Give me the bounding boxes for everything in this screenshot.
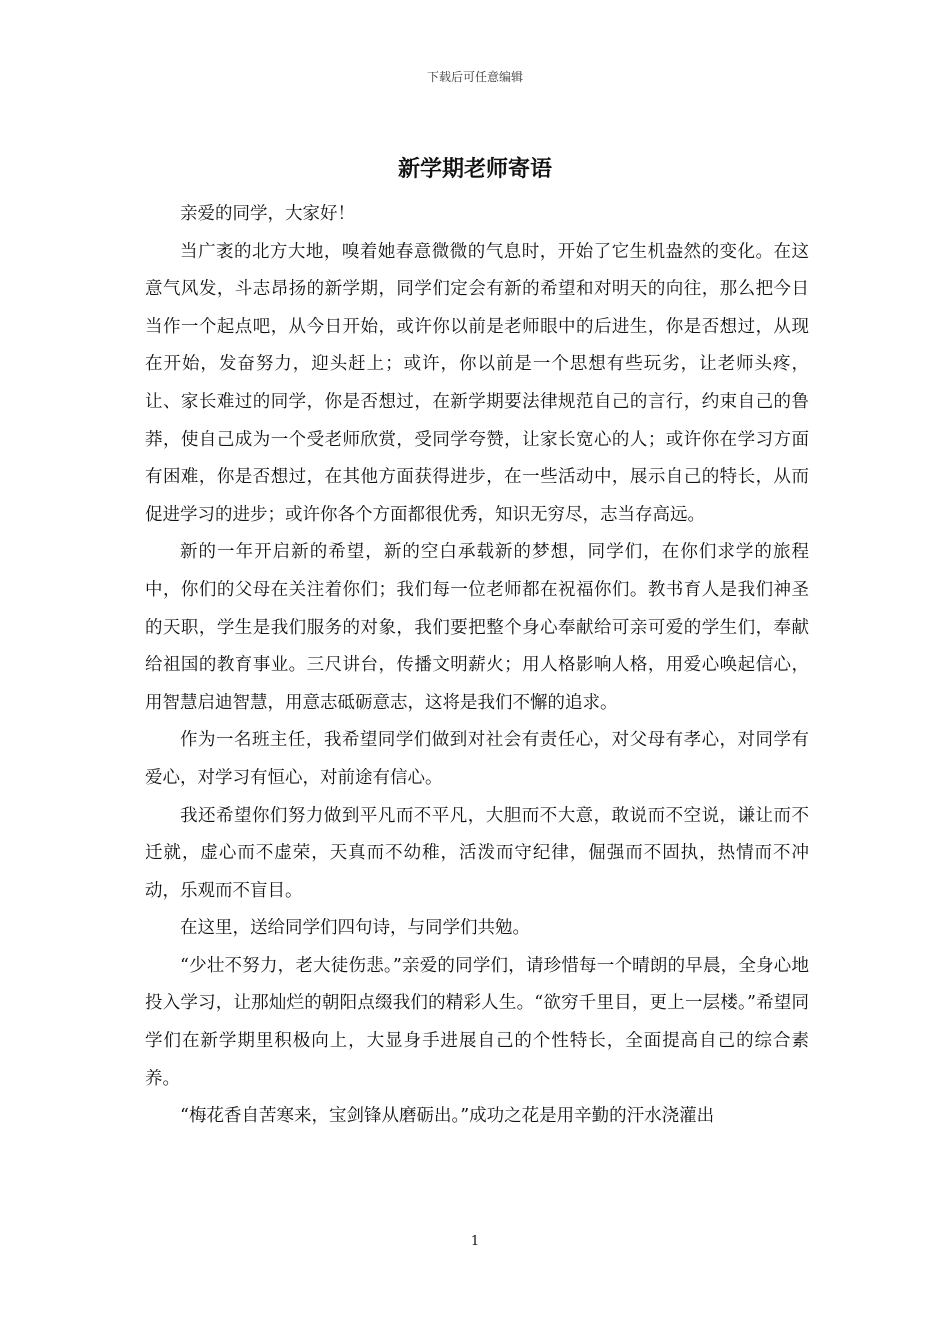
document-body [145,196,809,1136]
paragraph: “梅花香自苦寒来，宝剑锋从磨砺出。”成功之花是用辛勤的汗水浇灌出 [180,1106,715,1127]
paragraph: 我还希望你们努力做到平凡而不平凡，大胆而不大意，敢说而不空说，谦让而不迁就，虚心而不虚荣，天真而不幼稚，活泼而守纪律，倔强而不固执，热情而不冲动，乐观而不盲目。 [145,805,809,901]
page-header-note: 下载后可任意编辑 [426,70,523,84]
paragraph: 当广袤的北方大地，嗅着她春意微微的气息时，开始了它生机盎然的变化。在这意气风发，斗志昂扬的新学期，同学们定会有新的希望和对明天的向往，那么把今日当作一个起点吧，从今日开始，或许你以前是老师眼中的后进生，你是否想过，从现在开始，发奋努力，迎头赶上；或许，你以前是一个思想有些玩劣，让老师头疼，让、家长难过的同学，你是否想过，在新学期要法律规范自己的言行，约束自己的鲁莽，使自己成为一个受老师欣赏，受同学夸赞，让家长宽心的人；或许你在学习方面有困难，你是否想过，在其他方面获得进步，在一些活动中，展示自己的特长，从而促进学习的进步；或许你各个方面都很优秀，知识无穷尽，志当存高远。 [145,241,809,525]
paragraph: “少壮不努力，老大徒伤悲。”亲爱的同学们，请珍惜每一个晴朗的早晨，全身心地投入学习，让那灿烂的朝阳点缀我们的精彩人生。“欲穷千里目，更上一层楼。”希望同学们在新学期里积极向上，大显身手进展自己的个性特长，全面提高自己的综合素养。 [145,955,809,1089]
paragraph: 作为一名班主任，我希望同学们做到对社会有责任心，对父母有孝心，对同学有爱心，对学习有恒心，对前途有信心。 [145,730,809,788]
page-number: 1 [470,1234,480,1249]
document-title: 新学期老师寄语 [397,156,552,182]
paragraph: 新的一年开启新的希望，新的空白承载新的梦想，同学们，在你们求学的旅程中，你们的父母在关注着你们；我们每一位老师都在祝福你们。教书育人是我们神圣的天职，学生是我们服务的对象，我们要把整个身心奉献给可亲可爱的学生们，奉献给祖国的教育事业。三尺讲台，传播文明薪火；用人格影响人格，用爱心唤起信心，用智慧启迪智慧，用意志砥砺意志，这将是我们不懈的追求。 [145,542,809,713]
paragraph-greeting: 亲爱的同学，大家好！ [180,204,355,224]
paragraph: 在这里，送给同学们四句诗，与同学们共勉。 [180,918,530,939]
